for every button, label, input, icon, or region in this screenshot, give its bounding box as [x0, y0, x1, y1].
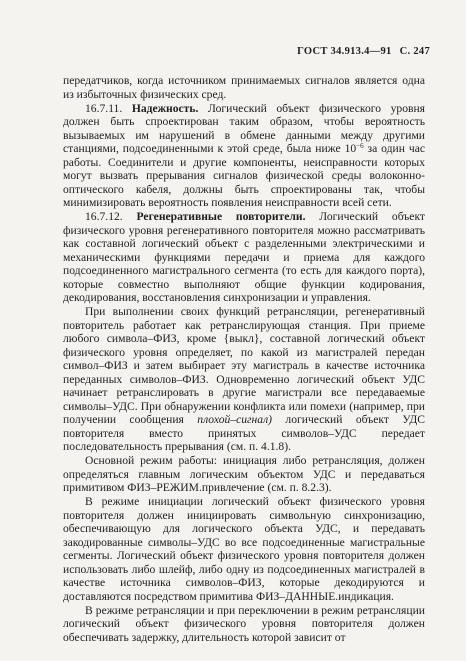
paragraph-retransmission-mode: [63, 604, 425, 645]
exponent: −6: [356, 142, 364, 150]
paragraph-repeaters: [63, 210, 425, 305]
section-number: 16.7.11.: [85, 101, 132, 115]
text-run: Основной режим работы: инициация либо ретрансляция, должен определяться главным логическим объектом УДС и передаваться примитивом ФИЗ–РЕЖИМ.привлечение (см. п. 8.2.3).: [63, 454, 425, 494]
paragraph-retransmission: [63, 305, 425, 454]
paragraph-continuation: [63, 74, 425, 101]
text-run: В режиме инициации логический объект физического уровня повторителя должен инициировать символьную синхронизацию, обеспечивающую для логического объекта УДС, и передавать закодированные символы–УДС во все подсоединенные магистральные сегменты. Логический объект физического уровня повторителя должен использовать либо шлейф, либо одну из подсоединенных магистралей в качестве источника символов–ФИЗ, которые декодируются и доставляются посредством примитива ФИЗ–ДАННЫЕ.индикация.: [63, 495, 425, 603]
section-number: 16.7.12.: [85, 210, 137, 223]
section-heading: Надежность.: [131, 101, 199, 115]
body-text: [63, 74, 425, 644]
paragraph-main-mode: [63, 454, 425, 495]
text-run: При выполнении своих функций ретрансляции, регенеративный повторитель работает как ретранслирующая станция. При приеме любого символа–ФИЗ, кроме {выкл}, составной логический объект физического уровня определяет, по какой из магистралей передан символ–ФИЗ и затем выбирает эту магистраль в качестве источника переданных символов–ФИЗ. Одновременно логический объект УДС начинает ретранслировать в другие магистрали все передаваемые символы–УДС. При обнаружении конфликта или помехи (например, при получении сообщения: [63, 305, 425, 426]
text-run: передатчиков, когда источником принимаемых сигналов является одна из избыточных физических сред.: [63, 74, 425, 101]
text-run: Логический объект физического уровня регенеративного повторителя можно рассматривать как составной логический объект с разделенными электрическими и механическими функциями передачи и приема для каждого подсоединенного магистрального сегмента (то есть для каждого порта), которые совместно выполняют общие функции кодирования, декодирования, восстановления синхронизации и управления.: [63, 210, 425, 304]
page-header: [297, 46, 430, 57]
paragraph-reliability: [63, 102, 425, 210]
text-run: Логический объект физического уровня должен быть спроектирован таким образом, чтобы вероятность вызываемых им нарушений в обмене данными между другими станциями, подсоединенными к этой среде, была ниже 10: [63, 101, 425, 155]
text-run: за один час работы. Соединители и другие компоненты, неисправности которых могут вызвать прерывания сигналов физической среды волоконно-оптического кабеля, должны быть спроектированы так, чтобы минимизировать вероятность появления неисправности всей сети.: [63, 142, 425, 209]
section-heading: Регенеративные повторители.: [136, 210, 306, 223]
text-run: логический объект УДС повторителя вместо принятых символов–УДС передает последовательность прерывания (см. п. 4.1.8).: [63, 413, 425, 453]
paragraph-initiation-mode: [63, 495, 425, 603]
text-run: В режиме ретрансляции и при переключении в режим ретрансляции логический объект физического уровня повторителя должен обеспечивать задержку, длительность которой зависит от: [63, 603, 425, 644]
standard-code: ГОСТ 34.913.4—91: [297, 46, 392, 57]
italic-term: плохой–сигнал): [197, 413, 273, 426]
page-number: С. 247: [399, 46, 430, 57]
